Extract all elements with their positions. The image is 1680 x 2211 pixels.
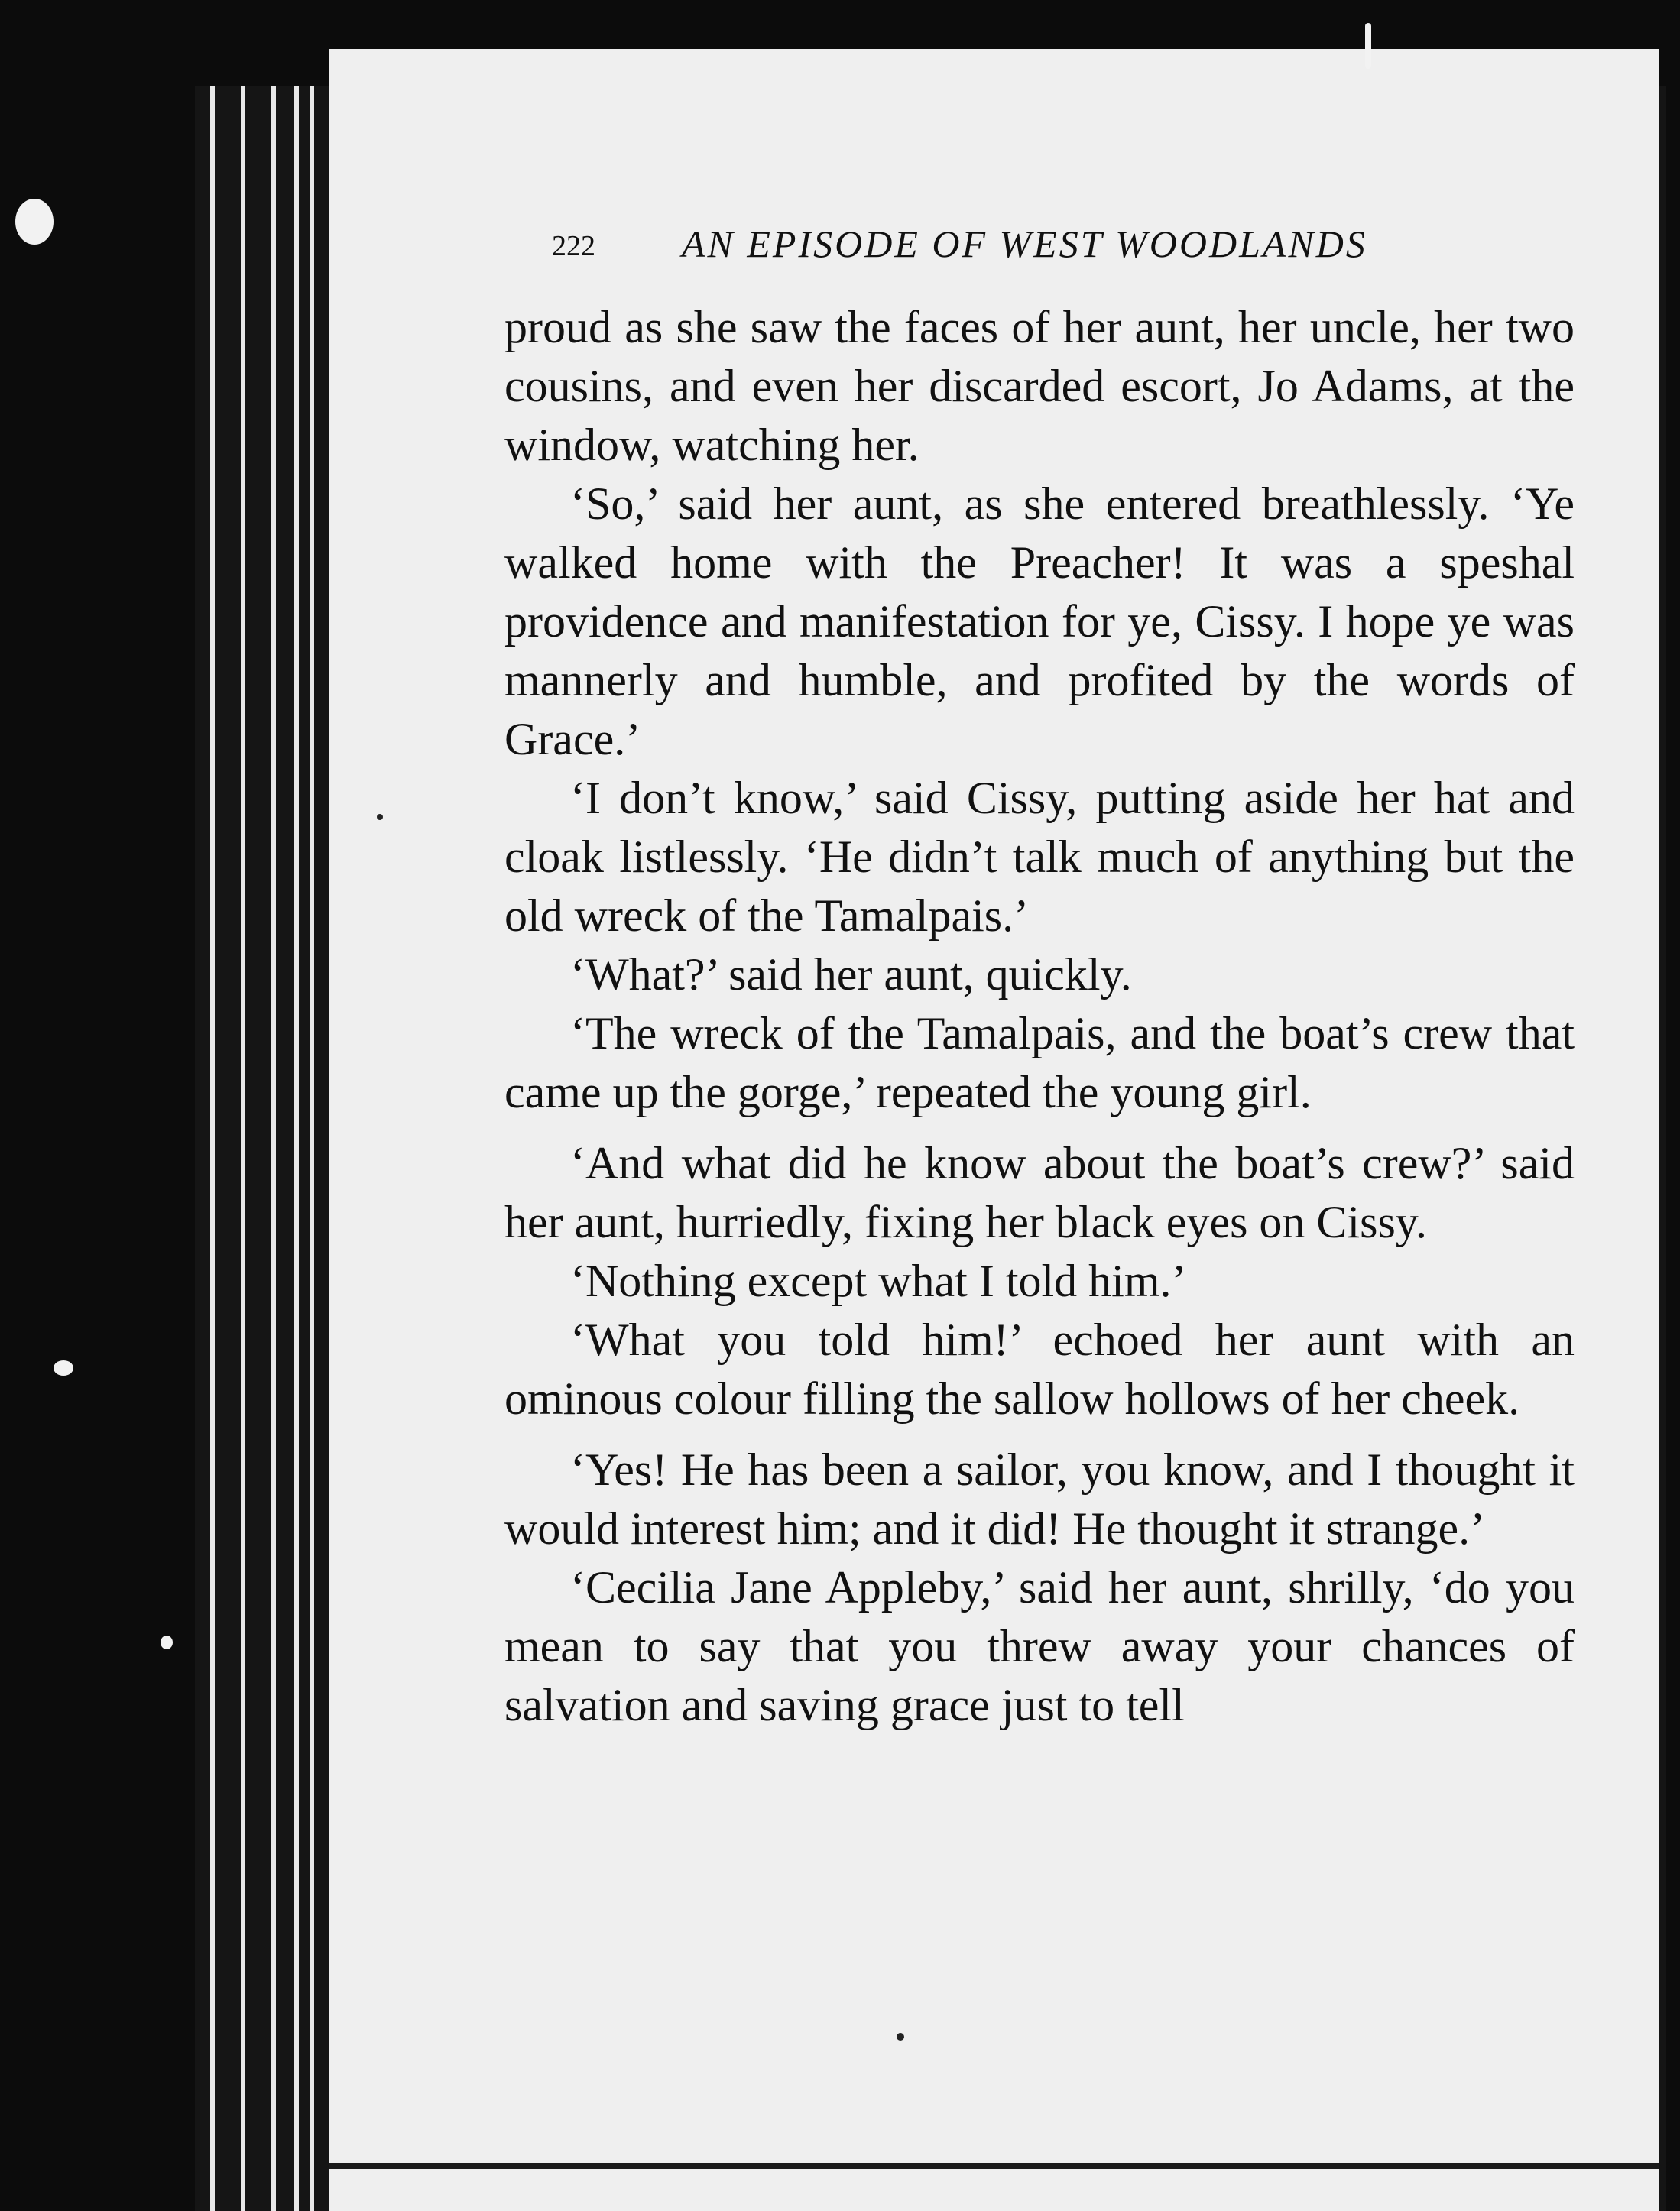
paragraph: ‘Yes! He has been a sailor, you know, and I thought it would interest him; and it did! He thought it strange.’ xyxy=(504,1444,1575,1554)
paragraph: ‘Nothing except what I told him.’ xyxy=(570,1256,1187,1306)
scan-speck xyxy=(161,1636,173,1649)
paragraph: ‘So,’ said her aunt, as she entered breathlessly. ‘Ye walked home with the Preacher! It was a speshal providence and manifestation for ye, Cissy. I hope ye was mannerly and humble, and profited by the words of Grace.’ xyxy=(504,478,1575,764)
paragraph: ‘What?’ said her aunt, quickly. xyxy=(570,949,1132,1000)
ink-dot xyxy=(377,814,383,820)
page-edge xyxy=(271,86,276,2211)
paragraph: ‘I don’t know,’ said Cissy, putting aside her hat and cloak listlessly. ‘He didn’t talk much of anything but the old wreck of the Tamalpais.’ xyxy=(504,773,1575,941)
paragraph: ‘Cecilia Jane Appleby,’ said her aunt, shrilly, ‘do you mean to say that you threw away your chances of salvation and saving grace just to tell xyxy=(504,1562,1575,1730)
scan-speck xyxy=(1365,23,1371,69)
running-title: AN EPISODE OF WEST WOODLANDS xyxy=(682,222,1367,265)
page-edge xyxy=(210,86,215,2211)
scan-speck xyxy=(54,1360,73,1376)
page-edge xyxy=(294,86,299,2211)
page-edge xyxy=(241,86,245,2211)
ink-dot xyxy=(897,2033,904,2041)
page-number: 222 xyxy=(552,230,595,262)
page-edge xyxy=(310,86,314,2211)
paragraph: ‘What you told him!’ echoed her aunt with an ominous colour filling the sallow hollows of her cheek. xyxy=(504,1315,1575,1424)
paragraph: ‘The wreck of the Tamalpais, and the boat’s crew that came up the gorge,’ repeated the young girl. xyxy=(504,1008,1575,1117)
paragraph: ‘And what did he know about the boat’s crew?’ said her aunt, hurriedly, fixing her black eyes on Cissy. xyxy=(504,1138,1575,1247)
page-bottom-edge xyxy=(329,2163,1659,2169)
paragraph: proud as she saw the faces of her aunt, her uncle, her two cousins, and even her discarded escort, Jo Adams, at the window, watching her. xyxy=(504,302,1575,470)
body-text xyxy=(504,298,1575,1735)
page-header xyxy=(552,222,1545,283)
scan-speck xyxy=(15,199,54,245)
